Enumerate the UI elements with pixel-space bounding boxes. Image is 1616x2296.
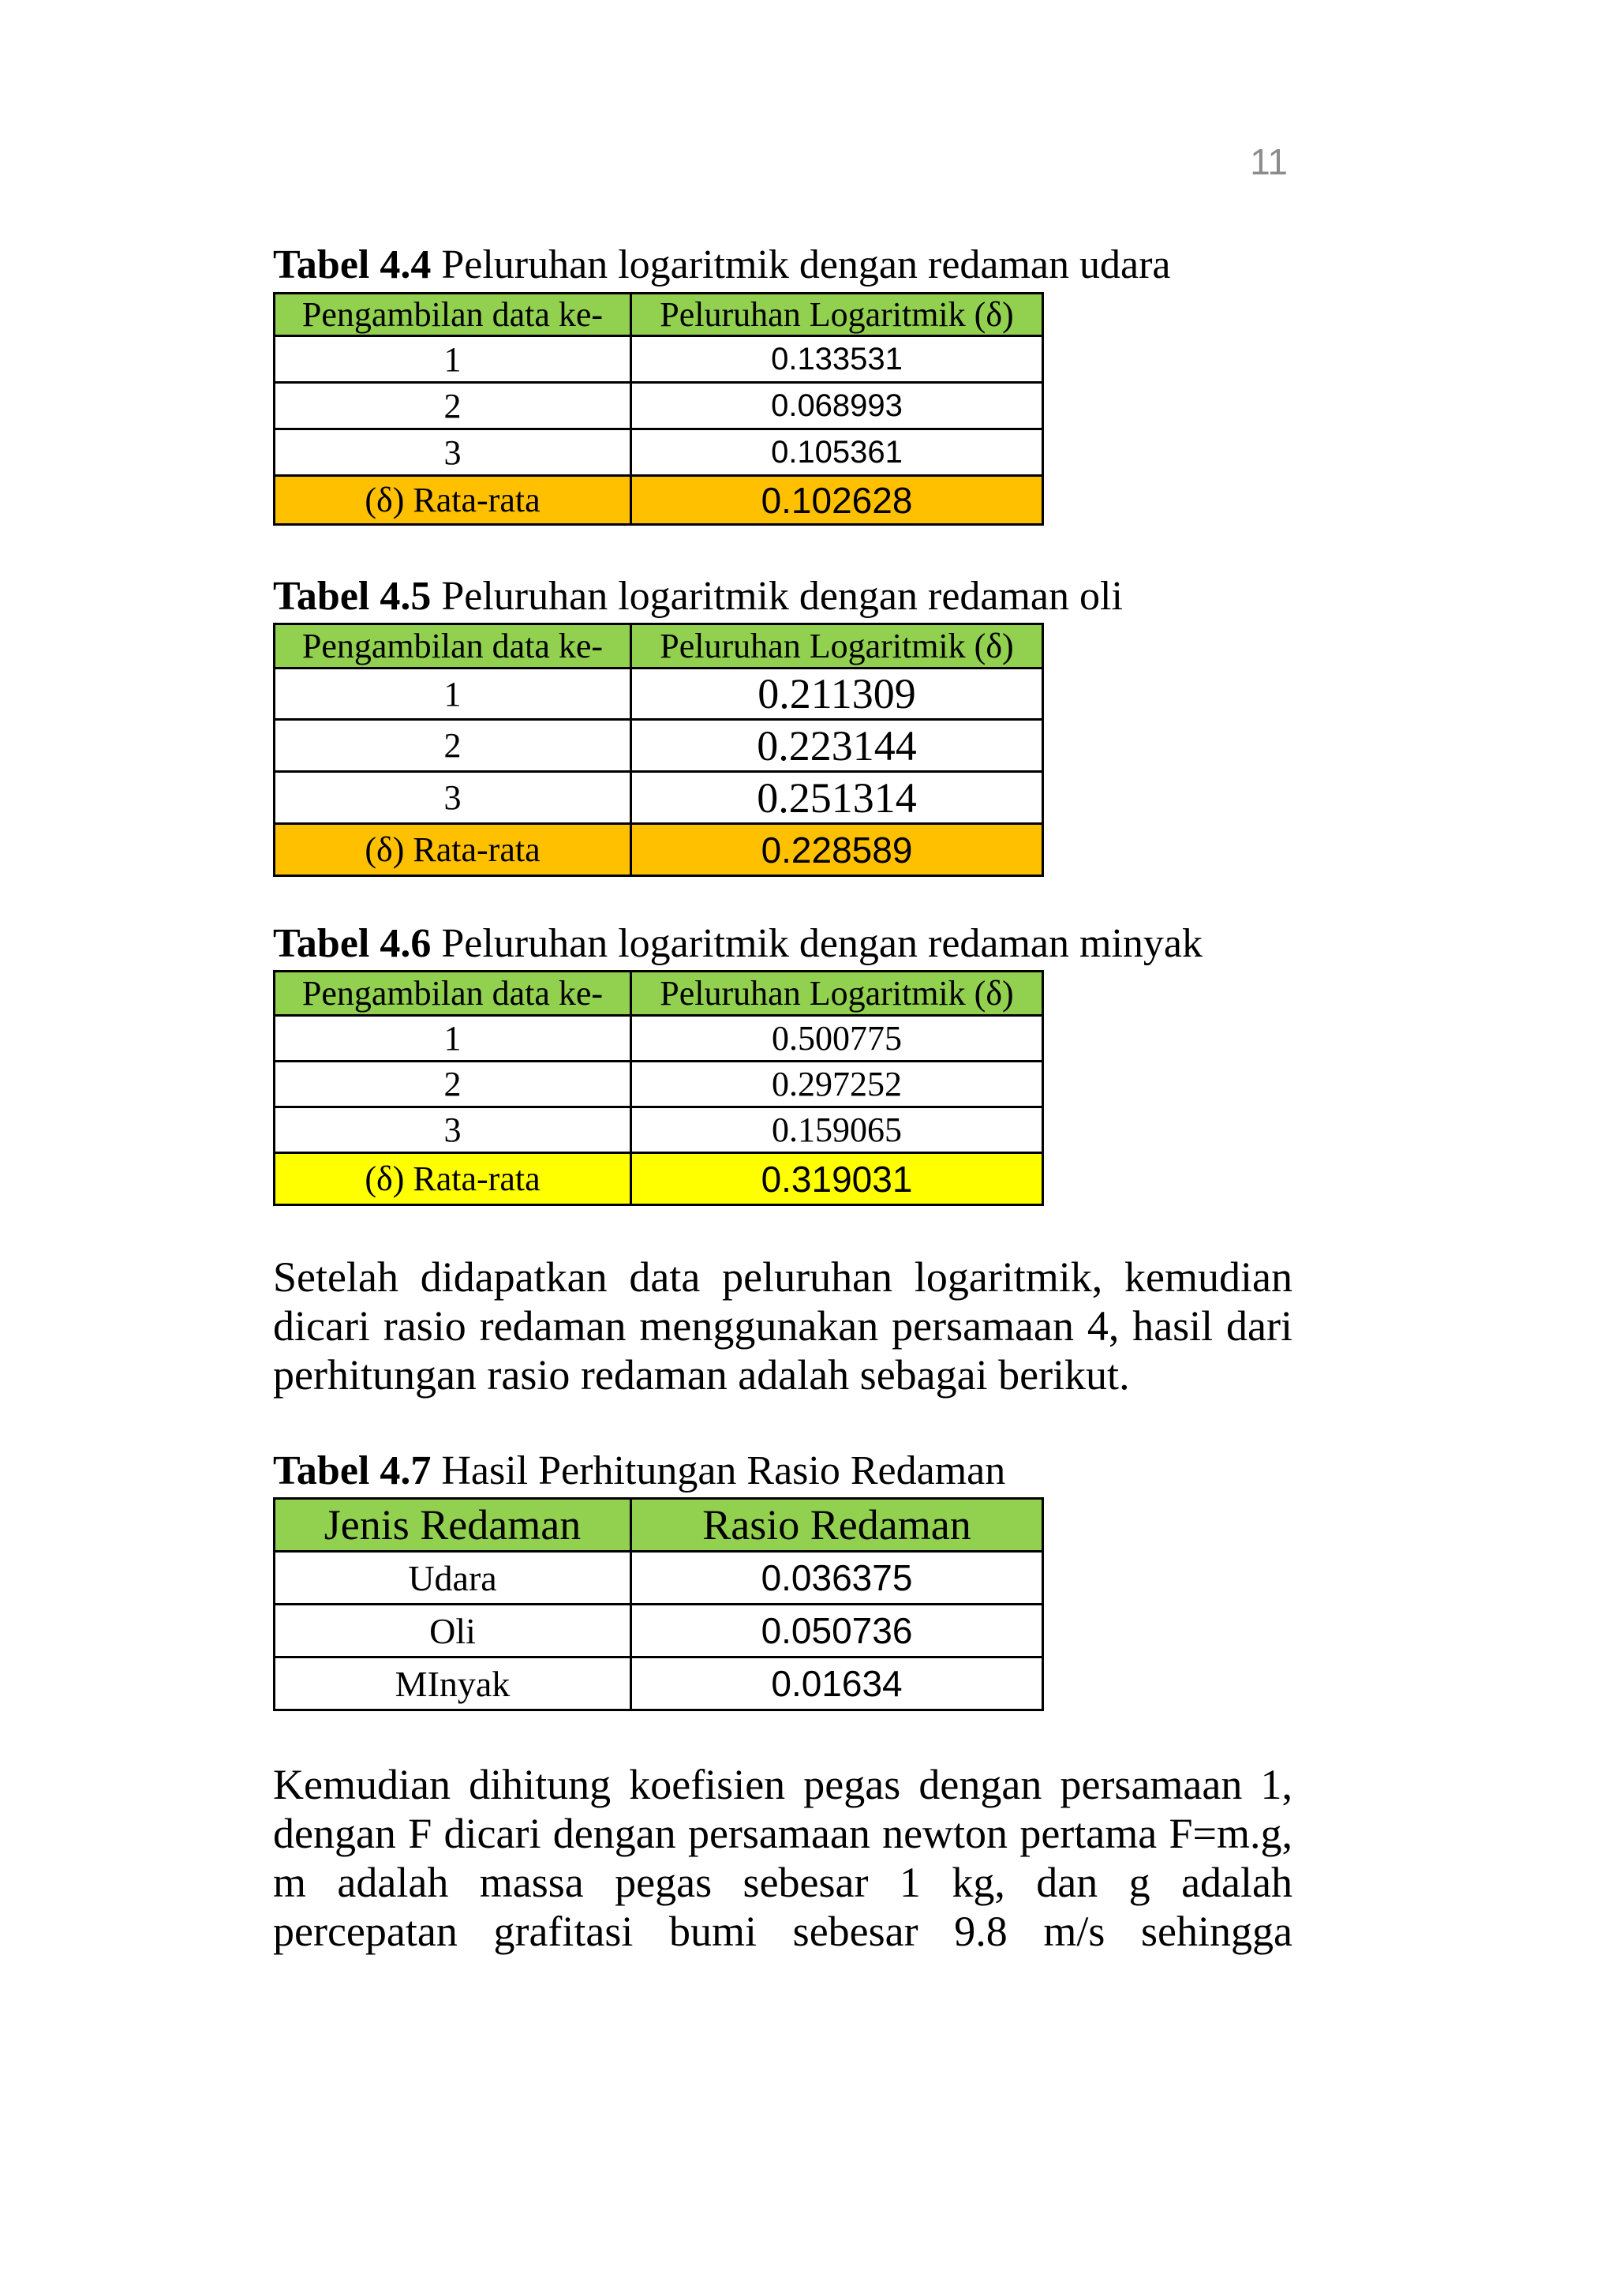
average-value: 0.102628: [631, 476, 1043, 525]
table-4-5-caption-number: Tabel 4.5: [273, 574, 432, 619]
body-paragraph-2: Kemudian dihitung koefisien pegas dengan persamaan 1, dengan F dicari dengan persamaan newton pertama F=m.g, m adalah massa pegas sebesar 1 kg, dan g adalah percepatan grafitasi bumi sebesar 9.8 m/s sehingga: [273, 1761, 1292, 1955]
average-row: [275, 824, 1043, 876]
table-row: [275, 1657, 1043, 1710]
cell-value: 0.223144: [631, 720, 1043, 772]
average-value: 0.228589: [631, 824, 1043, 876]
cell-damping-type: Oli: [275, 1605, 631, 1657]
cell-value: 0.068993: [631, 383, 1043, 429]
average-value: 0.319031: [631, 1153, 1043, 1205]
table-row: [275, 772, 1043, 824]
cell-index: 3: [275, 429, 631, 476]
cell-value: 0.050736: [631, 1605, 1043, 1657]
average-label: (δ) Rata-rata: [275, 1153, 631, 1205]
column-header: Jenis Redaman: [275, 1499, 631, 1552]
cell-value: 0.159065: [631, 1107, 1043, 1153]
table-4-6-caption: [273, 923, 1203, 964]
table-row: [275, 429, 1043, 476]
cell-index: 3: [275, 772, 631, 824]
cell-value: 0.251314: [631, 772, 1043, 824]
average-label: (δ) Rata-rata: [275, 476, 631, 525]
table-row: [275, 720, 1043, 772]
cell-value: 0.211309: [631, 669, 1043, 720]
cell-index: 1: [275, 1016, 631, 1062]
table-4-4-caption-number: Tabel 4.4: [273, 242, 432, 287]
table-4-6-caption-number: Tabel 4.6: [273, 921, 432, 966]
cell-damping-type: MInyak: [275, 1657, 631, 1710]
table-4-6-caption-text: Peluruhan logaritmik dengan redaman minyak: [431, 921, 1203, 966]
cell-index: 2: [275, 383, 631, 429]
table-row: [275, 1016, 1043, 1062]
cell-index: 2: [275, 720, 631, 772]
table-row: [275, 336, 1043, 383]
table-row: [275, 1605, 1043, 1657]
average-row: [275, 476, 1043, 525]
table-header-row: [275, 972, 1043, 1016]
table-4-4: [273, 292, 1044, 526]
column-header: Peluruhan Logaritmik (δ): [631, 972, 1043, 1016]
table-row: [275, 1552, 1043, 1605]
cell-index: 3: [275, 1107, 631, 1153]
table-header-row: [275, 1499, 1043, 1552]
column-header: Pengambilan data ke-: [275, 294, 631, 336]
table-row: [275, 669, 1043, 720]
cell-index: 1: [275, 669, 631, 720]
column-header: Rasio Redaman: [631, 1499, 1043, 1552]
table-4-5-caption: [273, 576, 1123, 617]
table-header-row: [275, 294, 1043, 336]
table-row: [275, 1107, 1043, 1153]
cell-value: 0.01634: [631, 1657, 1043, 1710]
column-header: Peluruhan Logaritmik (δ): [631, 624, 1043, 669]
table-4-7-caption: [273, 1448, 1006, 1493]
cell-value: 0.036375: [631, 1552, 1043, 1605]
column-header: Pengambilan data ke-: [275, 624, 631, 669]
table-row: [275, 383, 1043, 429]
table-4-7-caption-text: Hasil Perhitungan Rasio Redaman: [431, 1448, 1006, 1493]
table-4-5-caption-text: Peluruhan logaritmik dengan redaman oli: [431, 574, 1123, 619]
cell-index: 1: [275, 336, 631, 383]
cell-value: 0.105361: [631, 429, 1043, 476]
cell-value: 0.133531: [631, 336, 1043, 383]
average-label: (δ) Rata-rata: [275, 824, 631, 876]
average-row: [275, 1153, 1043, 1205]
column-header: Peluruhan Logaritmik (δ): [631, 294, 1043, 336]
table-header-row: [275, 624, 1043, 669]
cell-index: 2: [275, 1062, 631, 1107]
table-4-5: [273, 623, 1044, 877]
page-number: 11: [1250, 141, 1288, 182]
table-4-4-caption: [273, 242, 1171, 287]
cell-value: 0.297252: [631, 1062, 1043, 1107]
cell-damping-type: Udara: [275, 1552, 631, 1605]
column-header: Pengambilan data ke-: [275, 972, 631, 1016]
table-4-7-caption-number: Tabel 4.7: [273, 1448, 432, 1493]
body-paragraph-1: Setelah didapatkan data peluruhan logaritmik, kemudian dicari rasio redaman menggunakan persamaan 4, hasil dari perhitungan rasio redaman adalah sebagai berikut.: [273, 1253, 1292, 1399]
table-4-6: [273, 970, 1044, 1206]
table-4-7: [273, 1497, 1044, 1711]
table-4-4-caption-text: Peluruhan logaritmik dengan redaman udara: [431, 242, 1171, 287]
cell-value: 0.500775: [631, 1016, 1043, 1062]
table-row: [275, 1062, 1043, 1107]
